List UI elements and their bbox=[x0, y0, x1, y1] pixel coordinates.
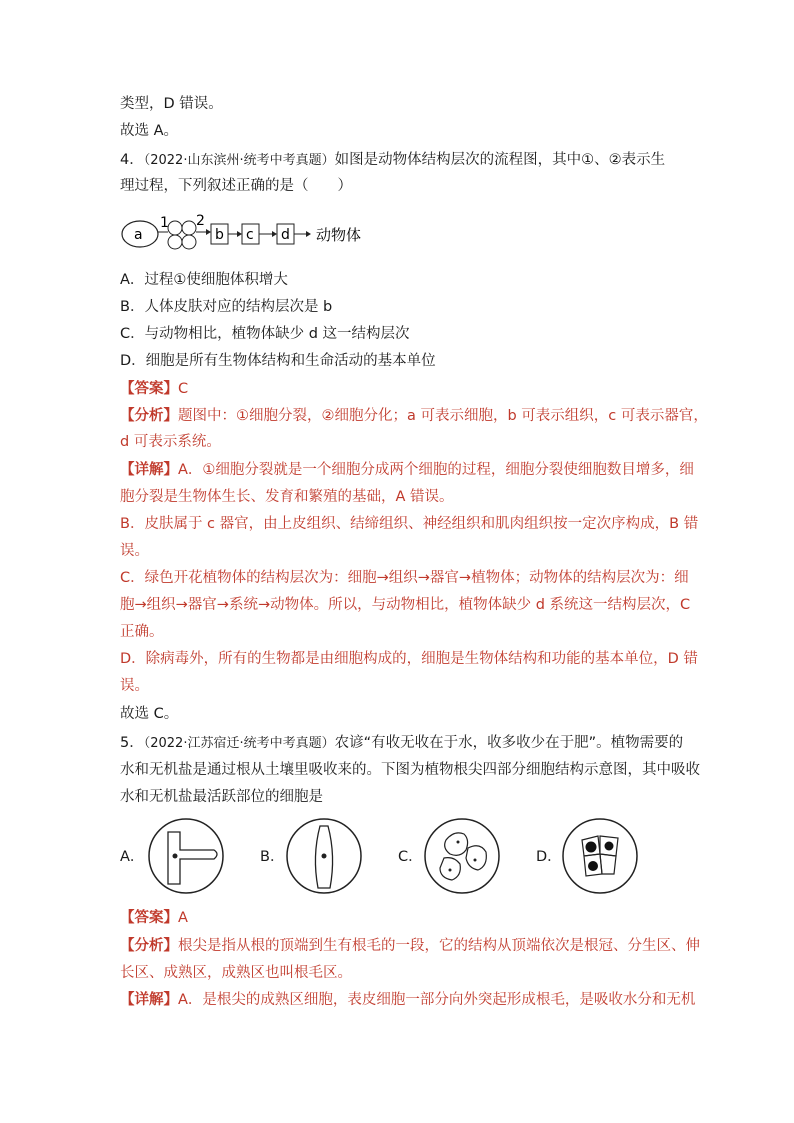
answer-value: A bbox=[178, 910, 188, 926]
option-a: A．过程①使细胞体积增大 bbox=[120, 272, 288, 288]
arrow-head bbox=[206, 229, 211, 235]
question-4-stem-cont: 理过程，下列叙述正确的是（ ） bbox=[120, 178, 352, 194]
detail-line-c-end: 正确。 bbox=[120, 624, 164, 640]
nucleus bbox=[449, 869, 452, 872]
structure-level-flow-diagram bbox=[120, 210, 420, 260]
detail-line-c: C．绿色开花植物体的结构层次为：细胞→组织→器官→植物体；动物体的结构层次为：细 bbox=[120, 570, 689, 586]
analysis-line bbox=[120, 406, 708, 426]
flow-label-end: 动物体 bbox=[316, 226, 362, 244]
detail-line bbox=[120, 990, 695, 1010]
question-4-stem bbox=[120, 150, 665, 171]
arrow-head bbox=[306, 231, 311, 237]
detail-tag: 【详解】 bbox=[120, 462, 178, 478]
cell-option-d-label: D． bbox=[536, 849, 562, 865]
detail-line-cont: 胞分裂是生物体生长、发育和繁殖的基础，A 错误。 bbox=[120, 489, 454, 505]
detail-line bbox=[120, 460, 694, 480]
option-c: C．与动物相比，植物体缺少 d 这一结构层次 bbox=[120, 326, 410, 342]
cell-option-a-label: A． bbox=[120, 849, 145, 865]
round-cell bbox=[445, 833, 468, 855]
question-text: 农谚“有收无收在于水，收多收少在于肥”。植物需要的 bbox=[334, 735, 684, 751]
detail-line-d-cont: 误。 bbox=[120, 678, 149, 694]
arrow-head bbox=[272, 231, 277, 237]
flow-step-1: 1 bbox=[160, 215, 169, 231]
answer-tag: 【答案】 bbox=[120, 381, 178, 397]
answer-tag: 【答案】 bbox=[120, 910, 178, 926]
detail-text: A．①细胞分裂就是一个细胞分成两个细胞的过程，细胞分裂使细胞数目增多，细 bbox=[178, 462, 694, 478]
root-hair-cell-diagram bbox=[148, 818, 226, 896]
analysis-line-cont: d 可表示系统。 bbox=[120, 434, 221, 450]
flow-label-a: a bbox=[134, 227, 143, 243]
analysis-text: 根尖是指从根的顶端到生有根毛的一段，它的结构从顶端依次是根冠、分生区、伸 bbox=[178, 938, 700, 954]
cell-circle bbox=[182, 221, 196, 235]
detail-line-b: B．皮肤属于 c 器官，由上皮组织、结缔组织、神经组织和肌肉组织按一定次序构成，B 错 bbox=[120, 516, 699, 532]
question-text: 如图是动物体结构层次的流程图，其中①、②表示生 bbox=[334, 152, 666, 168]
flow-step-2: 2 bbox=[196, 213, 205, 229]
detail-line-c-cont: 胞→组织→器官→系统→动物体。所以，与动物相比，植物体缺少 d 系统这一结构层次，C bbox=[120, 597, 691, 613]
conclusion-line: 故选 A。 bbox=[120, 123, 179, 139]
analysis-tag: 【分析】 bbox=[120, 408, 178, 424]
flow-label-b: b bbox=[215, 227, 224, 243]
question-number: 4． bbox=[120, 152, 144, 168]
question-source: （2022·江苏宿迁·统考中考真题） bbox=[143, 736, 335, 751]
cell-circle bbox=[168, 235, 182, 249]
cell-option-b-label: B． bbox=[260, 849, 285, 865]
view-circle bbox=[149, 819, 223, 893]
answer-value: C bbox=[178, 381, 189, 397]
nucleus bbox=[322, 854, 327, 859]
question-5-stem-end: 水和无机盐最活跃部位的细胞是 bbox=[120, 789, 323, 805]
nucleus bbox=[474, 859, 477, 862]
detail-tag: 【详解】 bbox=[120, 992, 178, 1008]
detail-line-b-cont: 误。 bbox=[120, 543, 149, 559]
analysis-line bbox=[120, 936, 700, 956]
nucleus bbox=[173, 854, 178, 859]
conclusion-line: 故选 C。 bbox=[120, 706, 179, 722]
question-5-stem bbox=[120, 733, 683, 754]
analysis-tag: 【分析】 bbox=[120, 938, 178, 954]
text-line: 类型，D 错误。 bbox=[120, 96, 223, 112]
flow-label-d: d bbox=[281, 227, 290, 243]
large-nucleus bbox=[586, 842, 597, 853]
large-nucleus bbox=[605, 842, 614, 851]
flow-label-c: c bbox=[246, 227, 254, 243]
root-cap-cell-diagram bbox=[562, 818, 640, 896]
elongation-cell-diagram bbox=[286, 818, 364, 896]
cell-option-c-label: C． bbox=[398, 849, 423, 865]
option-b: B．人体皮肤对应的结构层次是 b bbox=[120, 299, 333, 315]
detail-text: A．是根尖的成熟区细胞，表皮细胞一部分向外突起形成根毛，是吸收水分和无机 bbox=[178, 992, 696, 1008]
question-number: 5． bbox=[120, 735, 144, 751]
detail-line-d: D．除病毒外，所有的生物都是由细胞构成的，细胞是生物体结构和功能的基本单位，D 错 bbox=[120, 651, 698, 667]
analysis-line-cont: 长区、成熟区，成熟区也叫根毛区。 bbox=[120, 965, 352, 981]
square-cell bbox=[600, 854, 616, 874]
answer-line bbox=[120, 379, 188, 399]
option-d: D．细胞是所有生物体结构和生命活动的基本单位 bbox=[120, 353, 436, 369]
meristem-cell-diagram bbox=[424, 818, 502, 896]
question-5-stem-cont: 水和无机盐是通过根从土壤里吸收来的。下图为植物根尖四部分细胞结构示意图，其中吸收 bbox=[120, 762, 700, 778]
large-nucleus bbox=[588, 861, 598, 871]
answer-line bbox=[120, 908, 188, 928]
cell-circle bbox=[168, 221, 182, 235]
analysis-text: 题图中：①细胞分裂，②细胞分化；a 可表示细胞，b 可表示组织，c 可表示器官， bbox=[178, 408, 708, 424]
question-source: （2022·山东滨州·统考中考真题） bbox=[143, 153, 335, 168]
round-cell bbox=[466, 846, 486, 870]
view-circle bbox=[425, 819, 499, 893]
cell-circle bbox=[182, 235, 196, 249]
nucleus bbox=[457, 841, 460, 844]
arrow-head bbox=[237, 231, 242, 237]
